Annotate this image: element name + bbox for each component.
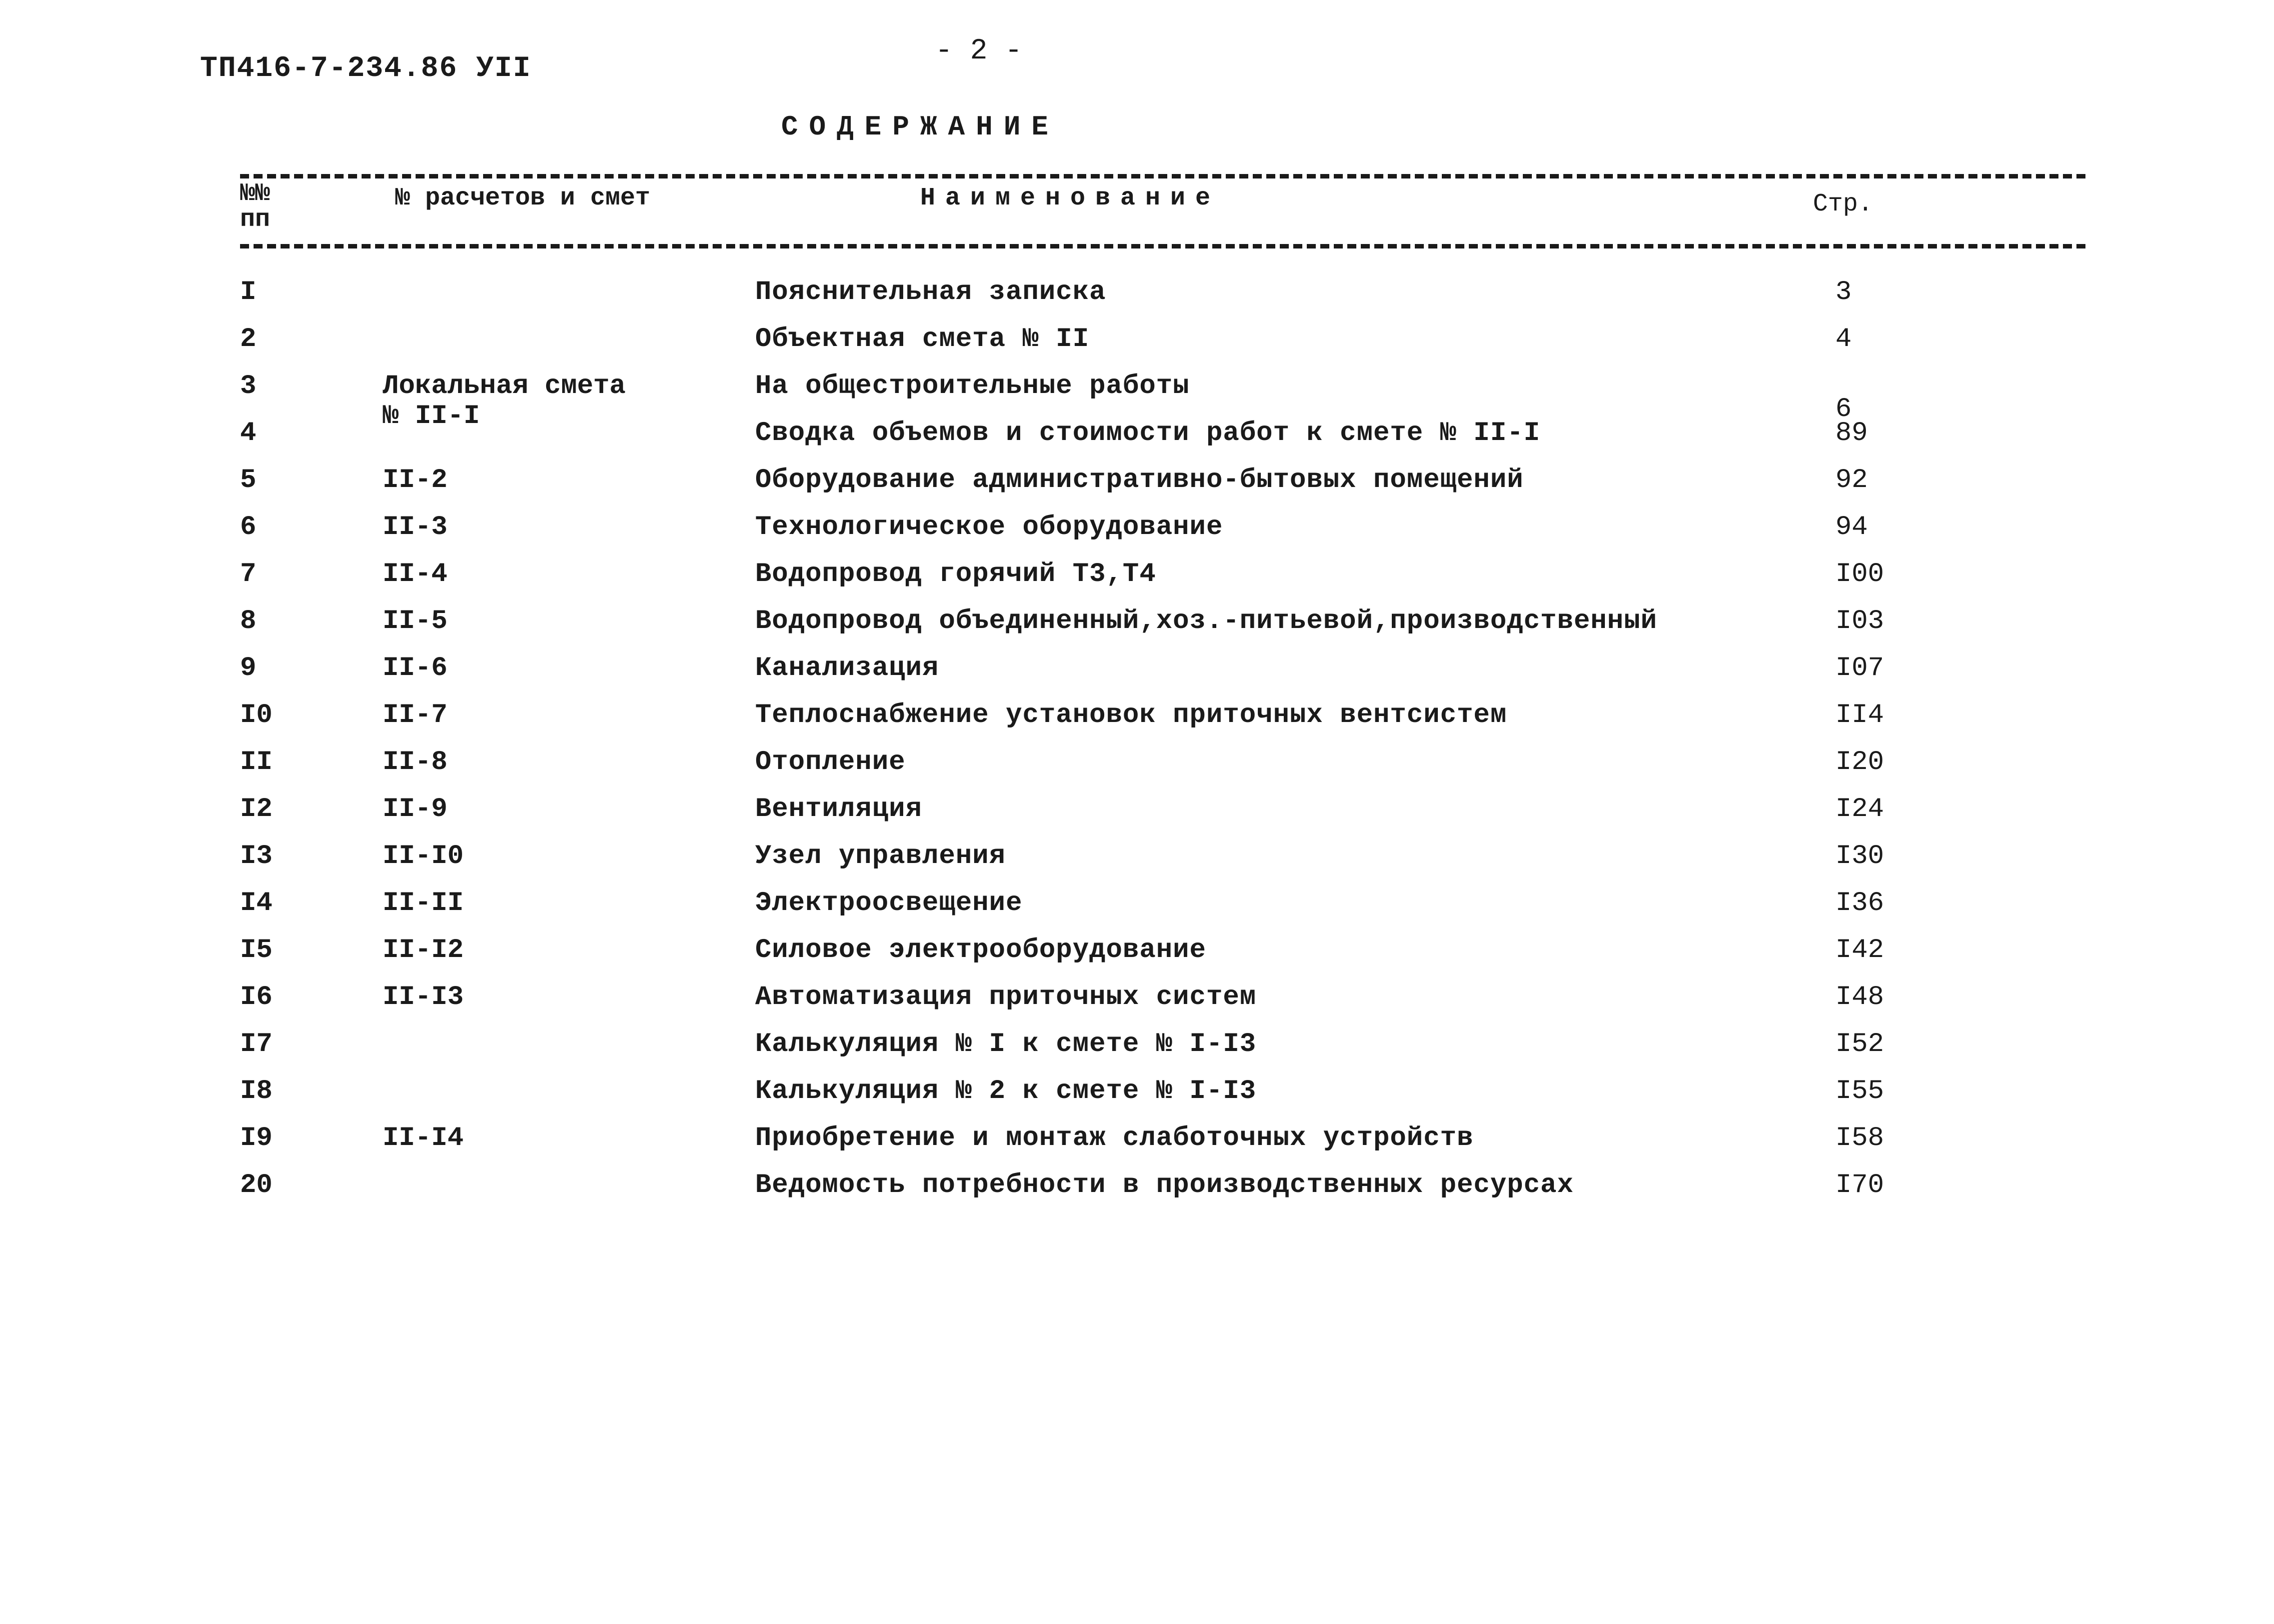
row-number: 4 [240,418,257,448]
row-name: Сводка объемов и стоимости работ к смете № II-I [755,418,1541,448]
row-number: I9 [240,1123,273,1154]
row-name: Технологическое оборудование [755,512,1223,542]
row-page: I42 [1835,935,1884,966]
row-name: Водопровод объединенный,хоз.-питьевой,производственный [755,606,1657,636]
row-calc-number: II-I3 [383,982,464,1012]
row-number: 7 [240,559,257,590]
row-page: I52 [1835,1029,1884,1060]
row-name: Оборудование административно-бытовых помещений [755,465,1524,496]
table-header-rule [240,244,2085,248]
row-number: I4 [240,888,273,918]
table-row [0,466,2274,512]
row-number: I [240,277,257,308]
row-number: 9 [240,653,257,684]
row-page: I00 [1835,559,1884,590]
row-name: Вентиляция [755,794,923,824]
row-name: Пояснительная записка [755,277,1106,308]
row-page: I30 [1835,841,1884,872]
row-calc-number: II-4 [383,559,448,590]
table-row [0,654,2274,700]
table-row [0,1170,2274,1218]
row-number: I2 [240,794,273,824]
row-name: Ведомость потребности в производственных ресурсах [755,1170,1574,1200]
row-page: 6 [1835,394,1852,424]
row-page: II4 [1835,700,1884,730]
row-page: I24 [1835,794,1884,824]
table-row [0,1076,2274,1124]
table-row [0,324,2274,372]
table-row [0,560,2274,606]
row-number: I7 [240,1029,273,1060]
row-name: Приобретение и монтаж слаботочных устройств [755,1123,1474,1154]
row-number: II [240,747,273,778]
row-name: Узел управления [755,841,1006,872]
table-row [0,982,2274,1030]
row-number: 20 [240,1170,273,1200]
row-page: I55 [1835,1076,1884,1106]
row-page: I20 [1835,747,1884,778]
row-page: I36 [1835,888,1884,918]
table-row [0,606,2274,654]
row-calc-number: II-II [383,888,464,918]
row-calc-number: II-2 [383,465,448,496]
row-page: I70 [1835,1170,1884,1200]
table-row [0,371,2274,432]
table-row [0,1124,2274,1170]
row-page: 3 [1835,277,1852,308]
table-row [0,936,2274,982]
row-page: 4 [1835,324,1852,354]
row-number: I6 [240,982,273,1012]
row-calc-number: II-I2 [383,935,464,966]
document-code: ТП416-7-234.86 УII [200,52,532,85]
row-name: Объектная смета № II [755,324,1090,354]
row-page: I03 [1835,606,1884,636]
row-calc-number: II-I4 [383,1123,464,1154]
row-name: Водопровод горячий Т3,Т4 [755,559,1156,590]
row-page: I48 [1835,982,1884,1012]
row-calc-number: II-5 [383,606,448,636]
table-top-rule [240,174,2085,178]
page-number: - 2 - [935,35,1023,68]
column-header-number: №№ пп [240,180,271,234]
table-row [0,888,2274,936]
row-number: 5 [240,465,257,496]
row-name: Электроосвещение [755,888,1023,918]
row-page: 92 [1835,465,1868,496]
row-number: 2 [240,324,257,354]
row-number: 6 [240,512,257,542]
row-page: 94 [1835,512,1868,542]
row-number: I8 [240,1076,273,1106]
row-calc-number: II-3 [383,512,448,542]
table-row [0,842,2274,888]
row-number: I0 [240,700,273,730]
table-row [0,748,2274,794]
row-name: Калькуляция № 2 к смете № I-I3 [755,1076,1257,1106]
column-header-page: Стр. [1813,190,1873,218]
row-calc-number: II-8 [383,747,448,778]
row-calc-number: II-6 [383,653,448,684]
row-calc-number: II-9 [383,794,448,824]
column-header-calc: № расчетов и смет [395,184,651,212]
row-name: Отопление [755,747,906,778]
table-row [0,418,2274,466]
row-page: I07 [1835,653,1884,684]
row-name: Теплоснабжение установок приточных вентсистем [755,700,1507,730]
row-calc-number: Локальная смета № II-I [383,371,626,432]
table-row [0,700,2274,748]
row-number: 8 [240,606,257,636]
table-row [0,512,2274,560]
row-name: Автоматизация приточных систем [755,982,1257,1012]
row-name: Калькуляция № I к смете № I-I3 [755,1029,1257,1060]
row-calc-number: II-I0 [383,841,464,872]
row-name: На общестроительные работы [755,371,1190,402]
column-header-name: Наименование [920,184,1221,212]
row-number: I5 [240,935,273,966]
table-row [0,1030,2274,1076]
table-row [0,278,2274,324]
row-calc-number: II-7 [383,700,448,730]
row-name: Силовое электрооборудование [755,935,1206,966]
page-title: СОДЕРЖАНИЕ [781,111,1060,143]
row-name: Канализация [755,653,939,684]
row-page: I58 [1835,1123,1884,1154]
row-page: 89 [1835,418,1868,448]
row-number: I3 [240,841,273,872]
table-row [0,794,2274,842]
row-number: 3 [240,371,257,402]
